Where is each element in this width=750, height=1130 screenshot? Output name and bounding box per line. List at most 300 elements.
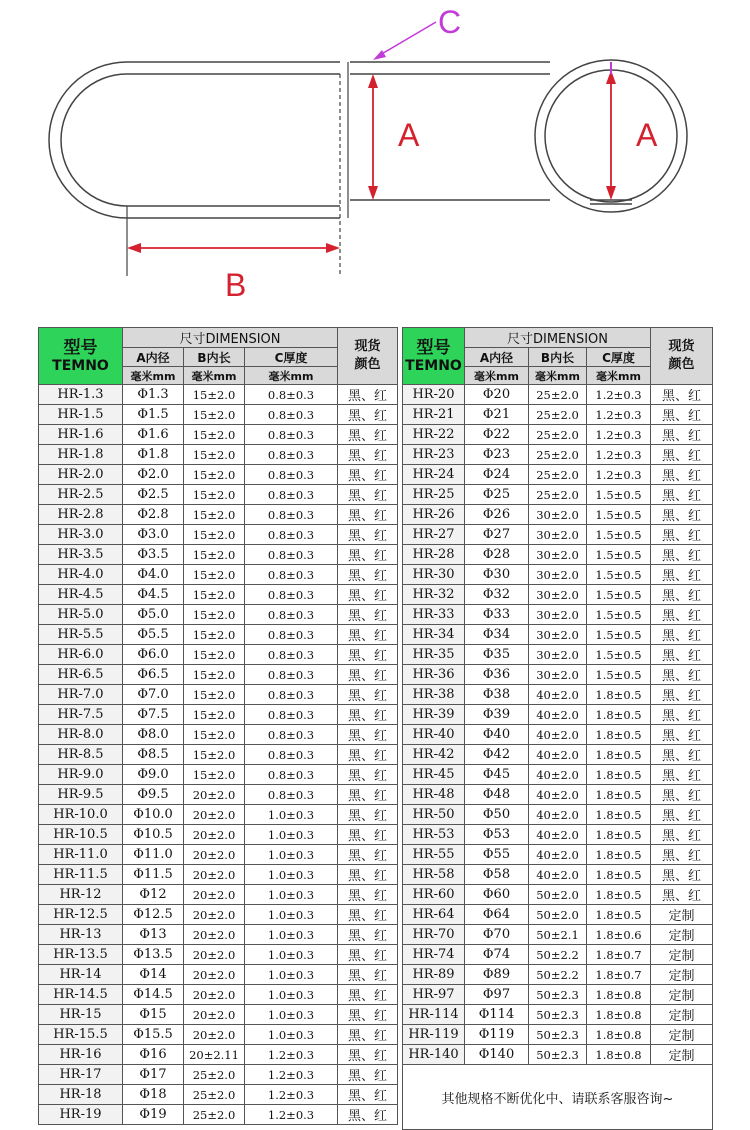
inner-length-cell: 20±2.0: [184, 945, 245, 965]
model-cell: HR-15: [39, 1005, 123, 1025]
stock-color-cell: 黑、红: [651, 385, 713, 405]
inner-length-cell: 40±2.0: [529, 685, 587, 705]
thickness-cell: 1.8±0.8: [587, 1025, 651, 1045]
table-row: [39, 785, 398, 805]
label-c: C: [438, 4, 462, 40]
inner-diameter-cell: Φ5.0: [123, 605, 184, 625]
inner-length-cell: 40±2.0: [529, 785, 587, 805]
stock-color-cell: 定制: [651, 1045, 713, 1065]
table-row: [403, 545, 713, 565]
table-row: [39, 845, 398, 865]
header-unit: 毫米mm: [465, 367, 529, 385]
thickness-cell: 1.8±0.5: [587, 905, 651, 925]
model-cell: HR-32: [403, 585, 465, 605]
inner-length-cell: 20±2.0: [184, 885, 245, 905]
model-cell: HR-1.3: [39, 385, 123, 405]
inner-diameter-cell: Φ9.5: [123, 785, 184, 805]
inner-length-cell: 20±2.0: [184, 965, 245, 985]
thickness-cell: 1.8±0.5: [587, 705, 651, 725]
inner-length-cell: 20±2.0: [184, 905, 245, 925]
stock-color-cell: 黑、红: [338, 825, 398, 845]
inner-diameter-cell: Φ24: [465, 465, 529, 485]
stock-color-cell: 黑、红: [338, 845, 398, 865]
inner-diameter-cell: Φ7.0: [123, 685, 184, 705]
stock-color-cell: 黑、红: [651, 885, 713, 905]
inner-diameter-cell: Φ11.5: [123, 865, 184, 885]
thickness-cell: 1.2±0.3: [245, 1085, 338, 1105]
stock-color-cell: 黑、红: [338, 1065, 398, 1085]
table-row: [403, 945, 713, 965]
inner-diameter-cell: Φ8.5: [123, 745, 184, 765]
inner-length-cell: 40±2.0: [529, 845, 587, 865]
inner-length-cell: 25±2.0: [529, 465, 587, 485]
model-cell: HR-60: [403, 885, 465, 905]
table-row: [39, 625, 398, 645]
table-row: [403, 565, 713, 585]
stock-color-cell: 黑、红: [338, 725, 398, 745]
stock-color-cell: 黑、红: [338, 865, 398, 885]
thickness-cell: 1.8±0.5: [587, 825, 651, 845]
model-cell: HR-22: [403, 425, 465, 445]
table-row: [403, 785, 713, 805]
inner-diameter-cell: Φ9.0: [123, 765, 184, 785]
thickness-cell: 1.0±0.3: [245, 825, 338, 845]
model-cell: HR-64: [403, 905, 465, 925]
model-cell: HR-4.5: [39, 585, 123, 605]
header-c: C厚度: [587, 348, 651, 367]
stock-color-cell: 黑、红: [338, 445, 398, 465]
inner-length-cell: 30±2.0: [529, 605, 587, 625]
inner-length-cell: 40±2.0: [529, 705, 587, 725]
inner-length-cell: 15±2.0: [184, 425, 245, 445]
table-row: [403, 725, 713, 745]
inner-diameter-cell: Φ17: [123, 1065, 184, 1085]
thickness-cell: 1.8±0.5: [587, 725, 651, 745]
inner-diameter-cell: Φ5.5: [123, 625, 184, 645]
stock-color-cell: 黑、红: [651, 625, 713, 645]
table-row: [39, 825, 398, 845]
thickness-cell: 1.5±0.5: [587, 605, 651, 625]
inner-diameter-cell: Φ15.5: [123, 1025, 184, 1045]
inner-length-cell: 20±2.0: [184, 845, 245, 865]
thickness-pointer: [373, 22, 611, 74]
stock-color-cell: 黑、红: [338, 685, 398, 705]
header-b: B内长: [184, 348, 245, 367]
inner-diameter-cell: Φ1.6: [123, 425, 184, 445]
inner-length-cell: 40±2.0: [529, 865, 587, 885]
inner-length-cell: 20±2.0: [184, 825, 245, 845]
table-row: [39, 1105, 398, 1125]
model-cell: HR-1.8: [39, 445, 123, 465]
header-a: A内径: [123, 348, 184, 367]
thickness-cell: 0.8±0.3: [245, 585, 338, 605]
inner-length-cell: 15±2.0: [184, 405, 245, 425]
thickness-cell: 1.8±0.8: [587, 985, 651, 1005]
inner-diameter-cell: Φ2.0: [123, 465, 184, 485]
model-cell: HR-70: [403, 925, 465, 945]
stock-color-cell: 黑、红: [338, 905, 398, 925]
table-row: [39, 885, 398, 905]
inner-diameter-cell: Φ1.3: [123, 385, 184, 405]
inner-diameter-cell: Φ20: [465, 385, 529, 405]
table-row: [39, 965, 398, 985]
model-cell: HR-48: [403, 785, 465, 805]
inner-length-cell: 15±2.0: [184, 385, 245, 405]
stock-color-cell: 黑、红: [651, 845, 713, 865]
inner-length-cell: 30±2.0: [529, 505, 587, 525]
dimension-diagram: [0, 0, 750, 320]
stock-color-cell: 黑、红: [338, 1045, 398, 1065]
stock-color-cell: 黑、红: [338, 645, 398, 665]
table-row: [403, 685, 713, 705]
thickness-cell: 0.8±0.3: [245, 385, 338, 405]
inner-diameter-cell: Φ48: [465, 785, 529, 805]
stock-color-cell: 黑、红: [338, 965, 398, 985]
inner-diameter-cell: Φ10.0: [123, 805, 184, 825]
stock-color-cell: 黑、红: [338, 1085, 398, 1105]
stock-color-cell: 黑、红: [338, 1025, 398, 1045]
inner-length-cell: 50±2.3: [529, 1045, 587, 1065]
model-cell: HR-140: [403, 1045, 465, 1065]
table-row: [39, 405, 398, 425]
inner-length-cell: 25±2.0: [529, 425, 587, 445]
model-cell: HR-74: [403, 945, 465, 965]
stock-color-cell: 黑、红: [338, 405, 398, 425]
thickness-cell: 0.8±0.3: [245, 545, 338, 565]
inner-length-cell: 40±2.0: [529, 745, 587, 765]
inner-length-cell: 20±2.0: [184, 1025, 245, 1045]
model-cell: HR-5.0: [39, 605, 123, 625]
model-cell: HR-21: [403, 405, 465, 425]
inner-diameter-cell: Φ55: [465, 845, 529, 865]
label-a-side: A: [398, 117, 420, 153]
table-row: [403, 985, 713, 1005]
stock-color-cell: 黑、红: [338, 925, 398, 945]
stock-color-cell: 黑、红: [338, 465, 398, 485]
stock-color-cell: 黑、红: [651, 685, 713, 705]
thickness-cell: 1.5±0.5: [587, 585, 651, 605]
dimension-arrows: [127, 70, 616, 253]
stock-color-cell: 黑、红: [651, 605, 713, 625]
model-cell: HR-20: [403, 385, 465, 405]
stock-color-cell: 黑、红: [651, 565, 713, 585]
inner-diameter-cell: Φ140: [465, 1045, 529, 1065]
stock-color-cell: 黑、红: [651, 545, 713, 565]
thickness-cell: 1.0±0.3: [245, 805, 338, 825]
table-row: [403, 865, 713, 885]
inner-length-cell: 15±2.0: [184, 465, 245, 485]
stock-color-cell: 黑、红: [651, 505, 713, 525]
inner-diameter-cell: Φ3.5: [123, 545, 184, 565]
inner-length-cell: 15±2.0: [184, 485, 245, 505]
table-row: [403, 905, 713, 925]
inner-diameter-cell: Φ34: [465, 625, 529, 645]
model-cell: HR-16: [39, 1045, 123, 1065]
inner-length-cell: 15±2.0: [184, 765, 245, 785]
table-row: [403, 965, 713, 985]
table-row: [403, 465, 713, 485]
model-cell: HR-2.8: [39, 505, 123, 525]
model-cell: HR-3.5: [39, 545, 123, 565]
inner-length-cell: 25±2.0: [529, 405, 587, 425]
table-row: [403, 525, 713, 545]
inner-length-cell: 20±2.0: [184, 925, 245, 945]
thickness-cell: 0.8±0.3: [245, 625, 338, 645]
stock-color-cell: 黑、红: [651, 765, 713, 785]
table-row: [39, 425, 398, 445]
thickness-cell: 1.0±0.3: [245, 1005, 338, 1025]
inner-diameter-cell: Φ1.8: [123, 445, 184, 465]
stock-color-cell: 黑、红: [338, 605, 398, 625]
stock-color-cell: 黑、红: [651, 645, 713, 665]
thickness-cell: 1.8±0.5: [587, 845, 651, 865]
label-a-end: A: [636, 117, 658, 153]
stock-color-cell: 黑、红: [651, 705, 713, 725]
label-b: B: [225, 267, 247, 303]
stock-color-cell: 黑、红: [338, 505, 398, 525]
thickness-cell: 1.8±0.5: [587, 805, 651, 825]
table-row: [39, 485, 398, 505]
stock-color-cell: 黑、红: [651, 785, 713, 805]
inner-diameter-cell: Φ38: [465, 685, 529, 705]
thickness-cell: 1.5±0.5: [587, 645, 651, 665]
model-cell: HR-23: [403, 445, 465, 465]
inner-length-cell: 15±2.0: [184, 605, 245, 625]
inner-diameter-cell: Φ64: [465, 905, 529, 925]
model-cell: HR-1.6: [39, 425, 123, 445]
inner-diameter-cell: Φ14.5: [123, 985, 184, 1005]
model-cell: HR-28: [403, 545, 465, 565]
inner-length-cell: 15±2.0: [184, 545, 245, 565]
model-cell: HR-2.0: [39, 465, 123, 485]
thickness-cell: 1.2±0.3: [245, 1065, 338, 1085]
inner-length-cell: 30±2.0: [529, 625, 587, 645]
stock-color-cell: 黑、红: [338, 945, 398, 965]
thickness-cell: 0.8±0.3: [245, 645, 338, 665]
inner-length-cell: 25±2.0: [184, 1065, 245, 1085]
stock-color-cell: 定制: [651, 905, 713, 925]
model-cell: HR-39: [403, 705, 465, 725]
inner-length-cell: 50±2.3: [529, 1025, 587, 1045]
inner-diameter-cell: Φ4.0: [123, 565, 184, 585]
spec-table-left: [38, 327, 398, 1125]
table-row: [39, 665, 398, 685]
table-row: [39, 645, 398, 665]
model-cell: HR-10.0: [39, 805, 123, 825]
thickness-cell: 1.0±0.3: [245, 885, 338, 905]
model-cell: HR-7.0: [39, 685, 123, 705]
model-cell: HR-5.5: [39, 625, 123, 645]
inner-length-cell: 15±2.0: [184, 525, 245, 545]
table-row: [403, 485, 713, 505]
inner-diameter-cell: Φ58: [465, 865, 529, 885]
model-cell: HR-10.5: [39, 825, 123, 845]
thickness-cell: 1.8±0.8: [587, 1005, 651, 1025]
table-row: [39, 985, 398, 1005]
thickness-cell: 1.8±0.7: [587, 945, 651, 965]
stock-color-cell: 黑、红: [338, 565, 398, 585]
model-cell: HR-3.0: [39, 525, 123, 545]
inner-length-cell: 20±2.0: [184, 985, 245, 1005]
model-cell: HR-35: [403, 645, 465, 665]
model-cell: HR-13.5: [39, 945, 123, 965]
stock-color-cell: 黑、红: [338, 525, 398, 545]
stock-color-cell: 黑、红: [338, 785, 398, 805]
thickness-cell: 1.0±0.3: [245, 1025, 338, 1045]
inner-diameter-cell: Φ3.0: [123, 525, 184, 545]
model-cell: HR-7.5: [39, 705, 123, 725]
stock-color-cell: 黑、红: [338, 805, 398, 825]
table-row: [39, 445, 398, 465]
thickness-cell: 1.8±0.5: [587, 745, 651, 765]
thickness-cell: 1.8±0.5: [587, 865, 651, 885]
inner-diameter-cell: Φ2.5: [123, 485, 184, 505]
model-cell: HR-14.5: [39, 985, 123, 1005]
stock-color-cell: 黑、红: [651, 805, 713, 825]
model-cell: HR-1.5: [39, 405, 123, 425]
thickness-cell: 1.2±0.3: [587, 465, 651, 485]
inner-length-cell: 30±2.0: [529, 545, 587, 565]
model-cell: HR-8.0: [39, 725, 123, 745]
table-row: [39, 545, 398, 565]
model-cell: HR-14: [39, 965, 123, 985]
table-row: [403, 505, 713, 525]
model-cell: HR-25: [403, 485, 465, 505]
inner-length-cell: 50±2.1: [529, 925, 587, 945]
inner-length-cell: 15±2.0: [184, 705, 245, 725]
inner-diameter-cell: Φ6.5: [123, 665, 184, 685]
model-cell: HR-45: [403, 765, 465, 785]
header-unit: 毫米mm: [123, 367, 184, 385]
inner-length-cell: 25±2.0: [529, 445, 587, 465]
table-row: [403, 405, 713, 425]
header-b: B内长: [529, 348, 587, 367]
inner-length-cell: 40±2.0: [529, 765, 587, 785]
inner-diameter-cell: Φ23: [465, 445, 529, 465]
model-cell: HR-15.5: [39, 1025, 123, 1045]
inner-length-cell: 15±2.0: [184, 725, 245, 745]
inner-length-cell: 15±2.0: [184, 585, 245, 605]
thickness-cell: 0.8±0.3: [245, 605, 338, 625]
thickness-cell: 1.8±0.5: [587, 885, 651, 905]
inner-diameter-cell: Φ13.5: [123, 945, 184, 965]
inner-diameter-cell: Φ19: [123, 1105, 184, 1125]
table-row: [39, 585, 398, 605]
thickness-cell: 1.5±0.5: [587, 565, 651, 585]
table-row: [403, 665, 713, 685]
thickness-cell: 0.8±0.3: [245, 525, 338, 545]
stock-color-cell: 黑、红: [651, 585, 713, 605]
stock-color-cell: 定制: [651, 1025, 713, 1045]
inner-diameter-cell: Φ39: [465, 705, 529, 725]
table-row: [39, 1085, 398, 1105]
model-cell: HR-12: [39, 885, 123, 905]
thickness-cell: 0.8±0.3: [245, 745, 338, 765]
inner-length-cell: 20±2.11: [184, 1045, 245, 1065]
table-row: [39, 605, 398, 625]
table-row: [403, 385, 713, 405]
inner-diameter-cell: Φ27: [465, 525, 529, 545]
inner-diameter-cell: Φ1.5: [123, 405, 184, 425]
table-row: [39, 685, 398, 705]
header-unit: 毫米mm: [184, 367, 245, 385]
model-cell: HR-97: [403, 985, 465, 1005]
inner-length-cell: 15±2.0: [184, 665, 245, 685]
spec-table-right: [402, 327, 713, 1130]
inner-diameter-cell: Φ21: [465, 405, 529, 425]
model-cell: HR-9.0: [39, 765, 123, 785]
inner-diameter-cell: Φ35: [465, 645, 529, 665]
thickness-cell: 1.0±0.3: [245, 905, 338, 925]
inner-diameter-cell: Φ6.0: [123, 645, 184, 665]
thickness-cell: 0.8±0.3: [245, 505, 338, 525]
stock-color-cell: 黑、红: [338, 585, 398, 605]
table-row: [39, 865, 398, 885]
model-cell: HR-12.5: [39, 905, 123, 925]
table-row: [39, 725, 398, 745]
table-row: [39, 925, 398, 945]
thickness-cell: 1.2±0.3: [245, 1105, 338, 1125]
inner-diameter-cell: Φ14: [123, 965, 184, 985]
inner-diameter-cell: Φ40: [465, 725, 529, 745]
inner-diameter-cell: Φ12: [123, 885, 184, 905]
model-cell: HR-6.5: [39, 665, 123, 685]
inner-length-cell: 20±2.0: [184, 865, 245, 885]
model-cell: HR-34: [403, 625, 465, 645]
model-cell: HR-17: [39, 1065, 123, 1085]
inner-diameter-cell: Φ18: [123, 1085, 184, 1105]
table-row: [39, 465, 398, 485]
model-cell: HR-40: [403, 725, 465, 745]
thickness-cell: 1.0±0.3: [245, 965, 338, 985]
table-row: [403, 805, 713, 825]
model-cell: HR-119: [403, 1025, 465, 1045]
model-cell: HR-24: [403, 465, 465, 485]
inner-length-cell: 15±2.0: [184, 745, 245, 765]
table-row: [403, 585, 713, 605]
inner-length-cell: 30±2.0: [529, 565, 587, 585]
inner-diameter-cell: Φ22: [465, 425, 529, 445]
table-row: [39, 765, 398, 785]
thickness-cell: 1.8±0.8: [587, 1045, 651, 1065]
header-unit: 毫米mm: [245, 367, 338, 385]
table-row: [39, 385, 398, 405]
stock-color-cell: 黑、红: [651, 725, 713, 745]
inner-diameter-cell: Φ50: [465, 805, 529, 825]
inner-length-cell: 30±2.0: [529, 525, 587, 545]
inner-length-cell: 20±2.0: [184, 805, 245, 825]
table-row: [403, 425, 713, 445]
thickness-cell: 1.2±0.3: [587, 385, 651, 405]
thickness-cell: 1.0±0.3: [245, 845, 338, 865]
inner-length-cell: 50±2.0: [529, 885, 587, 905]
model-cell: HR-26: [403, 505, 465, 525]
table-row: [39, 905, 398, 925]
model-cell: HR-53: [403, 825, 465, 845]
model-cell: HR-36: [403, 665, 465, 685]
inner-diameter-cell: Φ114: [465, 1005, 529, 1025]
inner-diameter-cell: Φ60: [465, 885, 529, 905]
stock-color-cell: 定制: [651, 945, 713, 965]
thickness-cell: 1.5±0.5: [587, 665, 651, 685]
thickness-cell: 1.8±0.6: [587, 925, 651, 945]
header-dimension: 尺寸DIMENSION: [123, 328, 338, 348]
header-model: 型号 TEMNO: [39, 328, 123, 385]
header-unit: 毫米mm: [587, 367, 651, 385]
thickness-cell: 0.8±0.3: [245, 565, 338, 585]
stock-color-cell: 黑、红: [651, 525, 713, 545]
model-cell: HR-6.0: [39, 645, 123, 665]
